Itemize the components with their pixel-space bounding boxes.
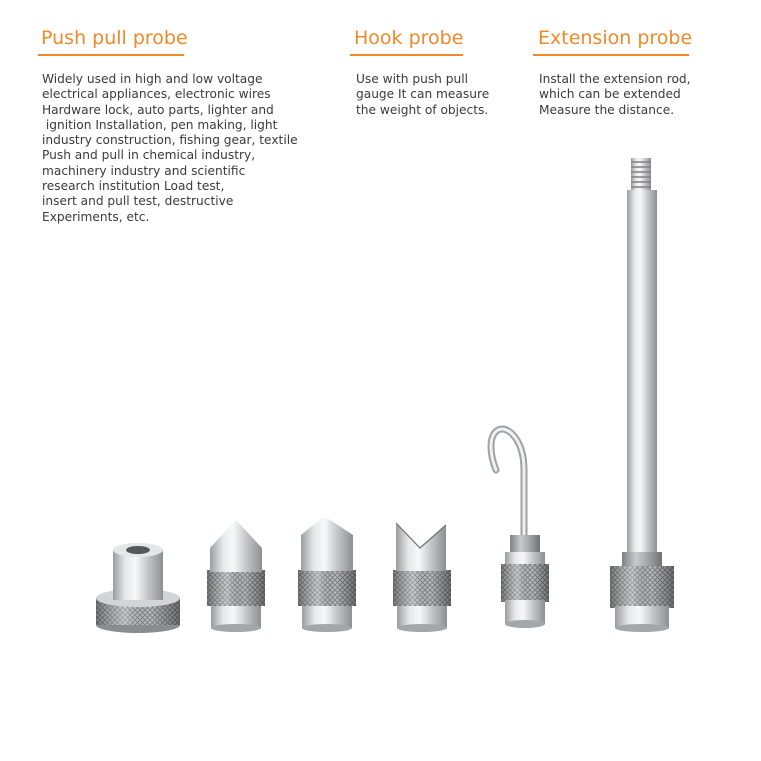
push-pull-probe-title: Push pull probe	[41, 27, 188, 49]
cone-probe	[207, 520, 265, 632]
push-pull-probe-description: Widely used in high and low voltage electrical appliances, electronic wires Hardware lock, auto parts, lighter and ignition Installation, pen making, light industry construction, fishing gear, textile Push and pull in chemical industry, machinery industry and scientific research institution Load test, insert and pull test, destructive Experiments, etc.	[42, 72, 298, 224]
hook-probe-title: Hook probe	[354, 27, 464, 49]
flat-head-probe	[96, 543, 180, 633]
extension-probe-description: Install the extension rod, which can be extended Measure the distance.	[539, 72, 691, 117]
hook-probe	[491, 429, 549, 628]
v-notch-probe	[393, 523, 451, 632]
chisel-probe	[298, 518, 356, 632]
extension-rod-probe	[610, 158, 674, 632]
extension-probe-title: Extension probe	[538, 27, 693, 49]
hook-probe-description: Use with push pull gauge It can measure the weight of objects.	[356, 72, 490, 117]
